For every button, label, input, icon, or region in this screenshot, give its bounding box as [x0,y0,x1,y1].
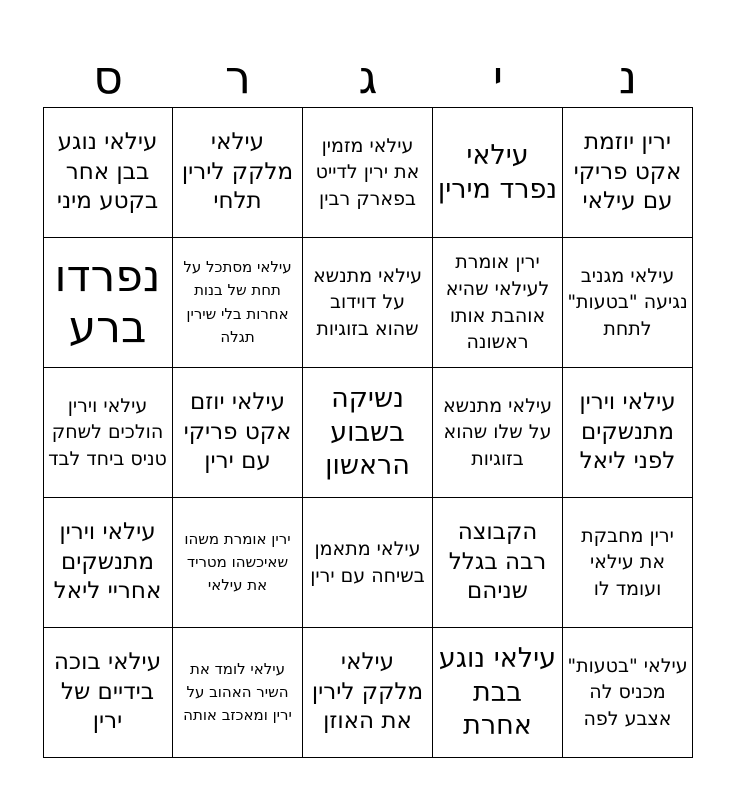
cell-text: עילאי מזמין את ירין לדייט בפארק רבין [315,134,420,210]
bingo-board [43,107,693,757]
cell-text: עילאי וירין הולכים לשחק טניס ביחד לבד [48,394,167,470]
header-letter: נ [618,50,638,104]
cell-text: עילאי "בטעות" מכניס לה אצבע לפה [567,654,688,730]
bingo-cell[interactable] [43,628,173,758]
bingo-cell[interactable] [303,368,433,498]
header-letter: ג [358,50,378,104]
bingo-cell[interactable] [173,108,303,238]
bingo-cell[interactable] [173,628,303,758]
bingo-cell[interactable] [433,498,563,628]
cell-text: עילאי נוגע בבן אחר בקטע מיני [56,128,159,215]
bingo-cell[interactable] [303,238,433,368]
cell-text: ירין אומרת משהו שאיכשהו מטריד את עילאי [184,529,291,595]
cell-text: עילאי נפרד מירין [437,139,558,205]
header-letter: ס [93,50,123,104]
cell-text: עילאי לומד את השיר האהוב על ירין ומאכזב אותה [183,659,292,725]
bingo-cell[interactable] [433,628,563,758]
bingo-cell[interactable] [303,498,433,628]
cell-text: עילאי מתנשא על שלו שהוא בזוגיות [442,394,553,470]
cell-text: עילאי מתנשא על דוידוב שהוא בזוגיות [312,264,423,340]
bingo-cell[interactable] [173,498,303,628]
cell-text: עילאי מלקק לירין תלחי [181,128,294,215]
header-letter: ר [225,50,251,104]
bingo-cell[interactable] [433,108,563,238]
cell-text: עילאי יוזם אקט פריקי עם ירין [183,388,292,475]
cell-text: ירין יוזמת אקט פריקי עם עילאי [573,128,682,215]
bingo-cell[interactable] [43,498,173,628]
cell-text: הקבוצה רבה בגלל שניהם [448,518,547,605]
bingo-cell[interactable] [43,108,173,238]
cell-text: עילאי מסתכל על תחת של בנות אחרות בלי שירין תגלה [183,258,292,346]
bingo-cell[interactable] [433,238,563,368]
header-letter: י [492,50,504,104]
cell-text: עילאי נוגע בבת אחרת [438,642,557,742]
cell-text: נשיקה בשבוע הראשון [325,382,410,482]
bingo-header [43,48,693,106]
cell-text: עילאי מתאמן בשיחה עם ירין [310,537,425,587]
bingo-cell[interactable] [433,368,563,498]
cell-text: עילאי מגניב נגיעה "בטעות" לתחת [567,264,688,340]
bingo-cell[interactable] [303,628,433,758]
bingo-cell[interactable] [303,108,433,238]
cell-text: נפרדו ברע [54,250,161,353]
bingo-cell[interactable] [43,238,173,368]
bingo-cell[interactable] [563,108,693,238]
cell-text: עילאי מלקק לירין את האוזן [311,648,424,735]
bingo-cell[interactable] [563,368,693,498]
bingo-cell[interactable] [563,238,693,368]
cell-text: עילאי וירין מתנשקים לפני ליאל [579,388,676,475]
bingo-cell[interactable] [173,238,303,368]
cell-text: ירין אומרת לעילאי שהיא אוהבת אותו ראשונה [445,251,550,354]
cell-text: עילאי וירין מתנשקים אחריי ליאל [53,518,162,605]
bingo-cell[interactable] [43,368,173,498]
cell-text: ירין מחבקת את עילאי ועומד לו [581,524,674,600]
bingo-cell[interactable] [173,368,303,498]
bingo-cell[interactable] [563,498,693,628]
bingo-cell[interactable] [563,628,693,758]
cell-text: עילאי בוכה בידיים של ירין [53,648,162,735]
